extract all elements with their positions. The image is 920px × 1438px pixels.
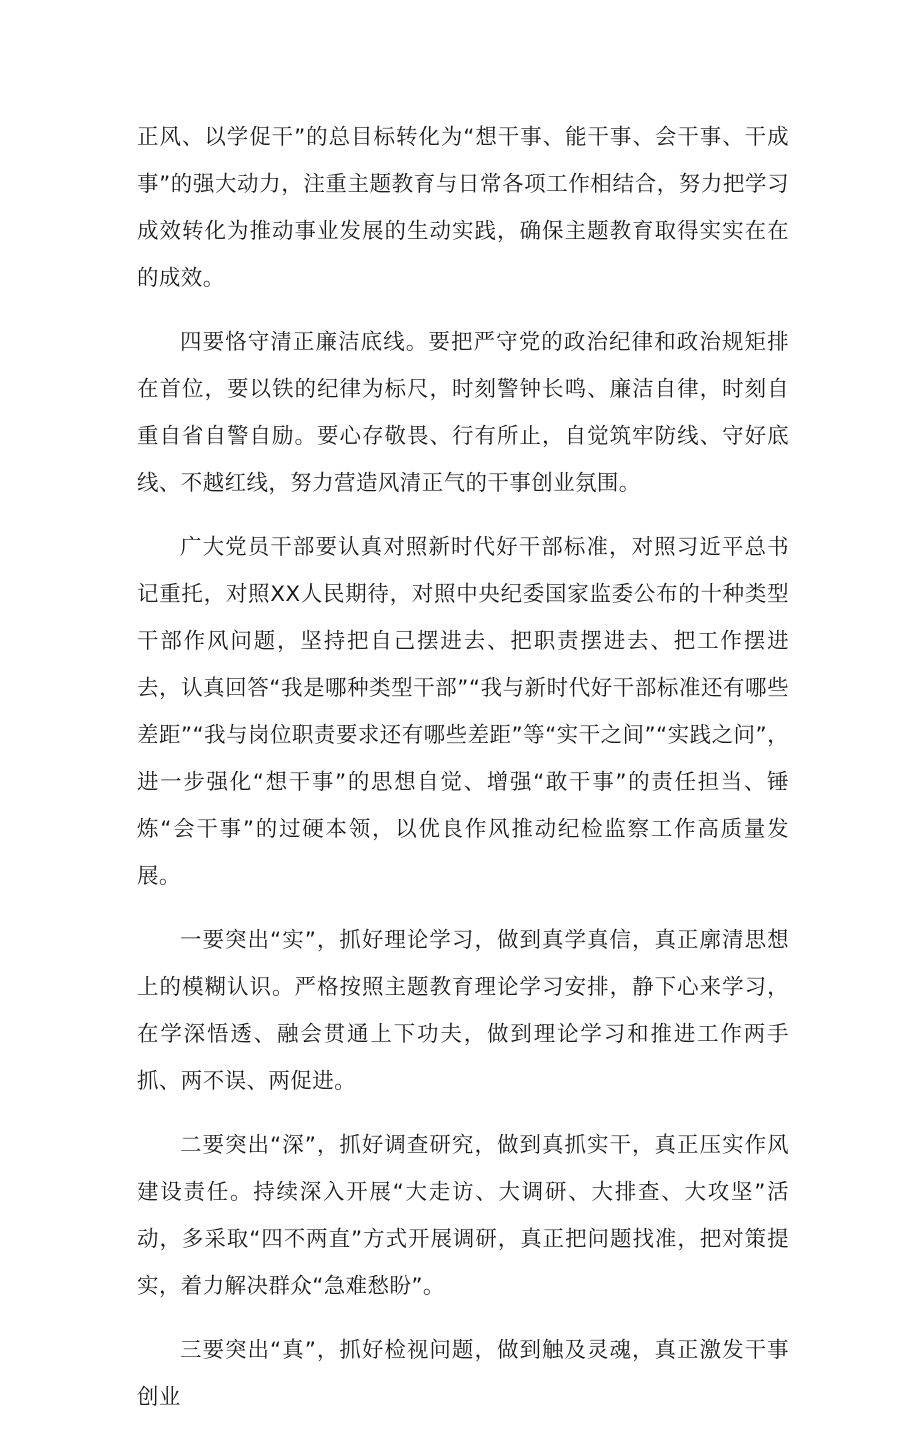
- document-body: [137, 114, 789, 1438]
- paragraph-highlight-genuine: 三要突出“真”，抓好检视问题，做到触及灵魂，真正激发干事创业: [137, 1338, 789, 1410]
- paragraph-continuation: 正风、以学促干”的总目标转化为“想干事、能干事、会干事、干成事”的强大动力，注重主题教育与日常各项工作相结合，努力把学习成效转化为推动事业发展的生动实践，确保主题教育取得实实在在的成效。: [137, 125, 789, 291]
- paragraph-cadre-standards: 广大党员干部要认真对照新时代好干部标准，对照习近平总书记重托，对照XX人民期待，对照中央纪委国家监委公布的十种类型干部作风问题，坚持把自己摆进去、把职责摆进去、把工作摆进去，认真回答“我是哪种类型干部”“我与新时代好干部标准还有哪些差距”“我与岗位职责要求还有哪些差距”等“实干之间”“实践之问”，进一步强化“想干事”的思想自觉、增强“敢干事”的责任担当、锤炼“会干事”的过硬本领，以优良作风推动纪检监察工作高质量发展。: [137, 535, 789, 889]
- paragraph-highlight-practical: 一要突出“实”，抓好理论学习，做到真学真信，真正廓清思想上的模糊认识。严格按照主题教育理论学习安排，静下心来学习，在学深悟透、融会贯通上下功夫，做到理论学习和推进工作两手抓、两不误、两促进。: [137, 928, 789, 1094]
- paragraph-integrity-bottom-line: 四要恪守清正廉洁底线。要把严守党的政治纪律和政治规矩排在首位，要以铁的纪律为标尺，时刻警钟长鸣、廉洁自律，时刻自重自省自警自励。要心存敬畏、行有所止，自觉筑牢防线、守好底线、不越红线，努力营造风清正气的干事创业氛围。: [137, 330, 789, 496]
- paragraph-highlight-deep: 二要突出“深”，抓好调查研究，做到真抓实干，真正压实作风建设责任。持续深入开展“大走访、大调研、大排查、大攻坚”活动，多采取“四不两直”方式开展调研，真正把问题找准，把对策提实，着力解决群众“急难愁盼”。: [137, 1133, 789, 1299]
